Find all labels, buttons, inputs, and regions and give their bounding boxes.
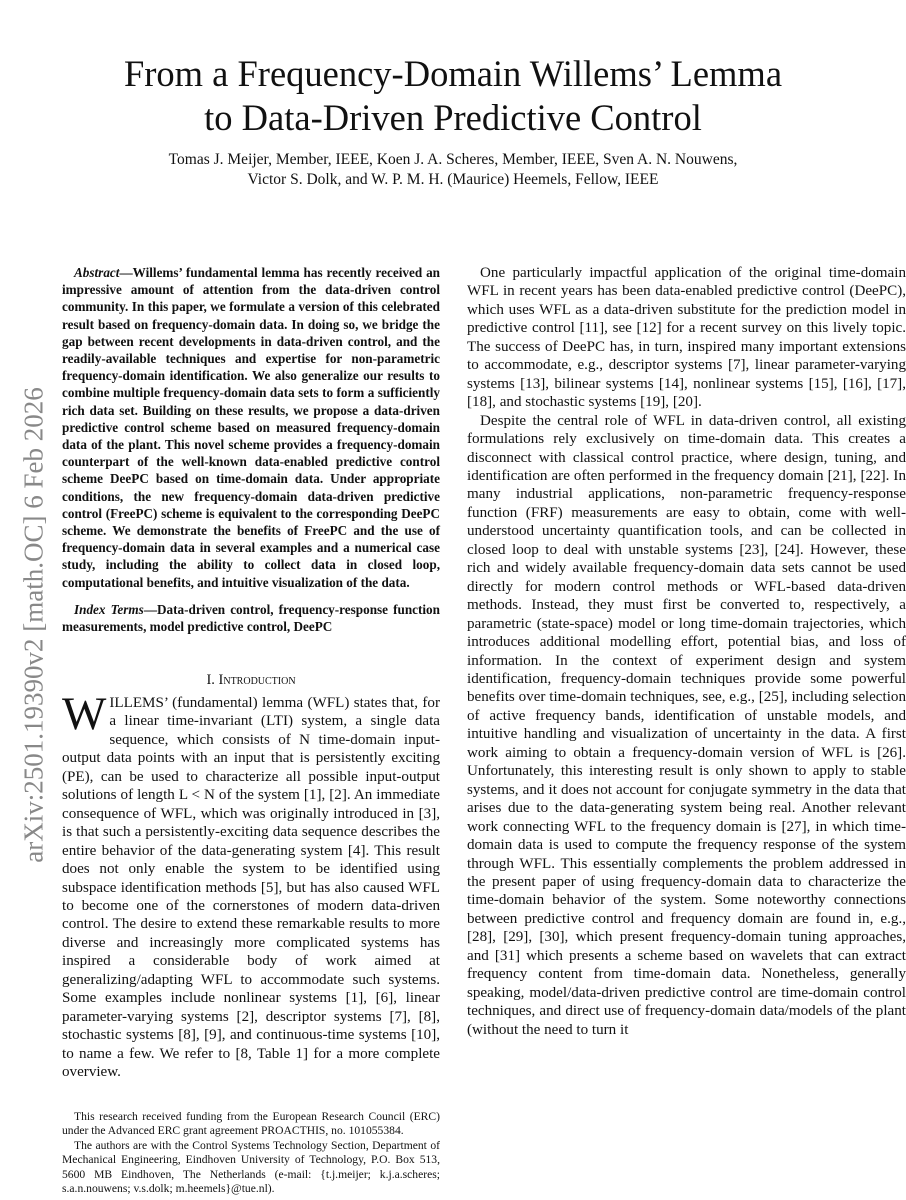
authors-line: Victor S. Dolk, and W. P. M. H. (Maurice) Heemels, Fellow, IEEE [247, 171, 659, 188]
footnote-affiliation: The authors are with the Control Systems Technology Section, Department of Mechanical Engineering, Eindhoven University of Technology, P.O. Box 513, 5600 MB Eindhoven, The Netherlands (e-mail: {t.j.meijer; k.j.a.scheres; s.a.n.nouwens; v.s.dolk; m.heemels}@tue.nl). [62, 1138, 440, 1196]
author-list [0, 150, 906, 190]
arxiv-identifier: arXiv:2501.19390v2 [math.OC] 6 Feb 2026 [18, 387, 49, 863]
title-line: From a Frequency-Domain Willems’ Lemma [123, 53, 783, 94]
index-terms-text: —Data-driven control, frequency-response function measurements, model predictive control, DeePC [62, 601, 440, 635]
right-column [467, 264, 906, 1039]
drop-cap: W [62, 688, 107, 740]
introduction-paragraph [62, 688, 440, 1082]
body-paragraph: One particularly impactful application of the original time-domain WFL in recent years has been data-enabled predictive control (DeePC), which uses WFL as a data-driven substitute for the prediction model in predictive control [11], see [12] for a recent survey on this lively topic. The success of DeePC has, in turn, inspired many important extensions to accommodate, e.g., descriptor systems [7], linear parameter-varying systems [13], bilinear systems [14], nonlinear systems [15], [16], [17], [18], and stochastic systems [19], [20]. [467, 265, 906, 411]
abstract-text: —Willems’ fundamental lemma has recently received an impressive amount of attention from the data-driven control community. In this paper, we formulate a version of this celebrated result based on frequency-domain data. In doing so, we bridge the gap between recent developments in data-driven control, and the readily-available techniques and expertise for non-parametric frequency-domain identification. We also generalize our results to combine multiple frequency-domain data sets to form a sufficiently rich data set. Building on these results, we propose a data-driven predictive control scheme based on measured frequency-domain data of the plant. This novel scheme provides a frequency-domain counterpart of the well-known data-enabled predictive control scheme DeePC based on time-domain data. Under appropriate conditions, the new frequency-domain data-driven predictive control (FreePC) scheme is equivalent to the corresponding DeePC scheme. We demonstrate the benefits of FreePC and the use of frequency-domain data in several examples and a numerical case study, including the ability to collect data in closed loop, computational benefits, and intuitive visualization of the data. [62, 265, 440, 590]
intro-text: ILLEMS’ (fundamental) lemma (WFL) states that, for a linear time-invariant (LTI) system, a single data sequence, which consists of N time-domain input-output data points with an input that is persistently exciting (PE), can be used to characterize all possible input-output solutions of length L < N of the system [1], [2]. An immediate consequence of WFL, which was originally introduced in [3], is that such a persistently-exciting data sequence describes the entire behavior of the data-generating system [4]. This result does not only enable the system to be identified using subspace identification methods [5], but has also caused WFL to become one of the cornerstones of modern data-driven control. The desire to extend these remarkable results to more diverse and increasingly more complicated systems has inspired a considerable body of work aimed at generalizing/adapting WFL to accommodate such systems. Some examples include nonlinear systems [1], [6], linear parameter-varying systems [2], descriptor systems [7], [8], stochastic systems [8], [9], and continuous-time systems [10], to name a few. We refer to [8, Table 1] for a more complete overview. [62, 695, 440, 1081]
authors-line: Tomas J. Meijer, Member, IEEE, Koen J. A. Scheres, Member, IEEE, Sven A. N. Nouwens, [168, 151, 738, 168]
title-line: to Data-Driven Predictive Control [204, 97, 702, 138]
paper-title [0, 52, 906, 140]
abstract [62, 264, 440, 635]
body-paragraph: Despite the central role of WFL in data-driven control, all existing formulations rely exclusively on time-domain data. This creates a disconnect with classical control practice, where design, tuning, and identification are often performed in the frequency domain [21], [22]. In many industrial applications, non-parametric frequency-response function (FRF) measurements are easy to obtain, come with well-understood uncertainty quantification tools, and can be collected in closed loop to deal with unstable systems [23], [24]. However, these rich and widely available frequency-domain data sets cannot be used directly for modern control methods or WFL-based data-driven methods. Instead, they must first be converted to, respectively, a parametric (state-space) model or long time-domain trajectories, which introduces additional modelling effort, potential bias, and loss of information. In the context of experiment design and system identification, frequency-domain techniques provide some powerful benefits over time-domain techniques, see, e.g., [25], including selection of active frequency bands, identification of unstable models, and intuitive handling and visualization of uncertainty in the data. A first work aiming to obtain a frequency-domain version of WFL is [26]. Unfortunately, this interesting result is only shown to apply to stable systems, and it does not account for conjugate symmetry in the data that arises due to the data-generating system being real. Another relevant work connecting WFL to the frequency domain is [27], in which time-domain data is used to compute the frequency response of the system through WFL. This essentially complements the problem addressed in the present paper of using frequency-domain data to characterize the time-domain behavior of the system. Some noteworthy connections between predictive control and frequency domain are found in, e.g., [28], [29], [30], which present frequency-domain tuning approaches, and [31] which presents a scheme based on wavelets that can extract frequency content from time-domain data. Nonetheless, generally speaking, model/data-driven predictive control are time-domain control techniques, and direct use of frequency-domain data/models of the plant (without the need to turn it [467, 412, 906, 1038]
section-heading: I. Introduction [206, 672, 296, 688]
footnotes [62, 1110, 440, 1196]
index-terms-label: Index Terms [74, 601, 144, 617]
footnote-funding: This research received funding from the European Research Council (ERC) under the Advanced ERC grant agreement PROACTHIS, no. 101055384. [62, 1110, 440, 1138]
abstract-label: Abstract [74, 265, 120, 280]
